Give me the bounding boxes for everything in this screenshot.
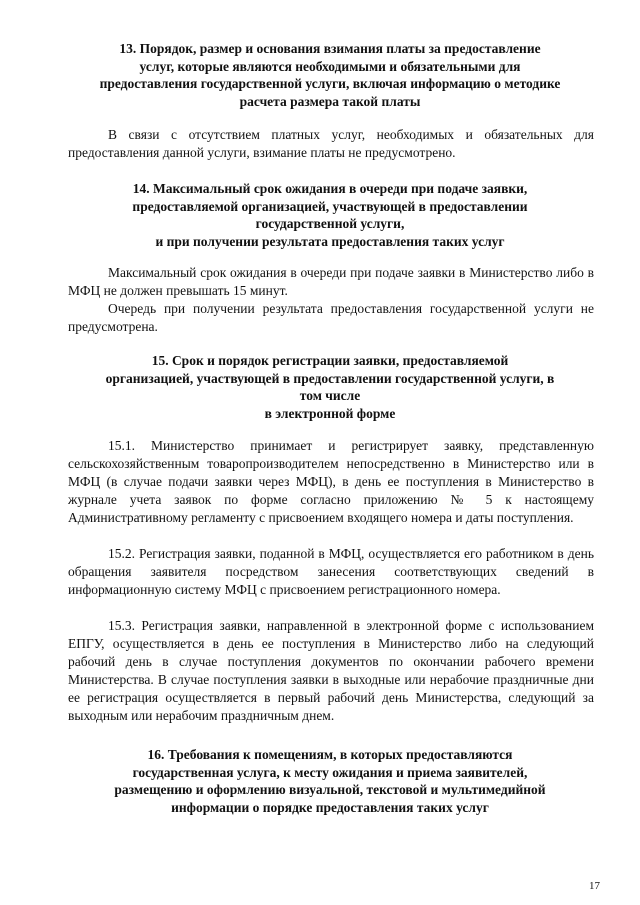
heading-line: государственная услуга, к месту ожидания и приема заявителей, [132, 764, 528, 780]
heading-line: и при получении результата предоставления таких услуг [155, 233, 505, 249]
paragraph-text: Очередь при получении результата предоставления государственной услуги не предусмотрена. [68, 301, 594, 334]
paragraph-text: 15.3. Регистрация заявки, направленной в электронной форме с использованием ЕПГУ, осуществляется в день ее поступления в Министерство либо на следующий рабочий день в случае поступления документов по окончании рабочего времени Министерства. В случае поступления заявки в выходные или нерабочие праздничные дни ее регистрация осуществляется в первый рабочий день Министерства, следующий за выходным или нерабочим праздничным днем. [68, 618, 594, 723]
paragraph-text: 15.2. Регистрация заявки, поданной в МФЦ, осуществляется его работником в день обращения заявителя посредством занесения соответствующих сведений в информационную систему МФЦ с присвоением регистрационного номера. [68, 546, 594, 597]
heading-line: 14. Максимальный срок ожидания в очереди при подаче заявки, [132, 181, 528, 196]
section-13-paragraph [68, 126, 594, 162]
heading-line: расчета размера такой платы [239, 93, 421, 109]
paragraph-text: Максимальный срок ожидания в очереди при подаче заявки в Министерство либо в МФЦ не должен превышать 15 минут. [68, 265, 594, 298]
page-number: 17 [589, 880, 600, 892]
heading-line: том числе [299, 388, 361, 403]
heading-line: предоставляемой организацией, участвующей в предоставлении [132, 198, 528, 214]
section-15-paragraph-2 [68, 545, 594, 599]
section-16-heading [60, 746, 600, 816]
heading-line: размещению и оформлению визуальной, текстовой и мультимедийной [114, 782, 546, 797]
heading-line: информации о порядке предоставления таких услуг [171, 799, 489, 815]
section-14-paragraph-1 [68, 264, 594, 300]
section-15-paragraph-1 [68, 437, 594, 527]
heading-line: 15. Срок и порядок регистрации заявки, предоставляемой [151, 353, 509, 368]
heading-line: предоставления государственной услуги, включая информацию о методике [99, 76, 561, 91]
paragraph-text: В связи с отсутствием платных услуг, необходимых и обязательных для предоставления данной услуги, взимание платы не предусмотрено. [68, 127, 594, 160]
heading-line: в электронной форме [264, 405, 396, 421]
heading-line: государственной услуги, [255, 216, 405, 231]
section-15-paragraph-3 [68, 617, 594, 725]
section-13-heading [60, 40, 600, 110]
section-15-heading [60, 352, 600, 422]
heading-line: 16. Требования к помещениям, в которых предоставляются [147, 747, 513, 762]
section-14-heading [60, 180, 600, 250]
heading-line: услуг, которые являются необходимыми и обязательными для [139, 58, 521, 74]
heading-line: организацией, участвующей в предоставлении государственной услуги, в [105, 370, 555, 386]
heading-line: 13. Порядок, размер и основания взимания платы за предоставление [119, 41, 541, 56]
paragraph-text: 15.1. Министерство принимает и регистрирует заявку, представленную сельскохозяйственным товаропроизводителем непосредственно в Министерство или в МФЦ (в случае подачи заявки через МФЦ), в день ее поступления в Министерство в журнале учета заявок по форме согласно приложению № 5 к настоящему Административному регламенту с присвоением входящего номера и даты поступления. [68, 438, 594, 525]
section-14-paragraph-2 [68, 300, 594, 336]
